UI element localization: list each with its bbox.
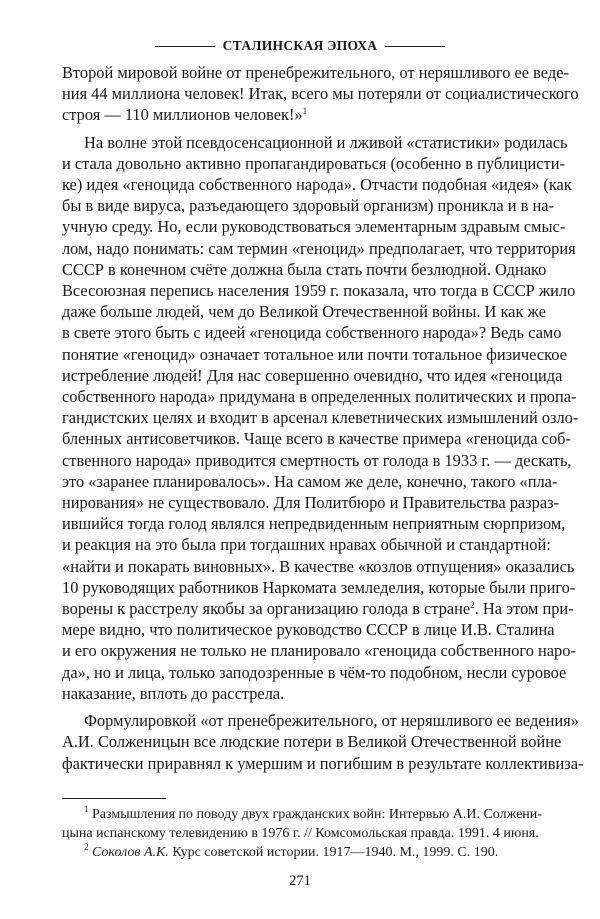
line-text: ворены к расстрелу якобы за организацию голода в стране (62, 599, 471, 619)
paragraph-3-line (62, 731, 562, 752)
paragraph-2-line (62, 280, 576, 301)
line-text: А.И. Солженицын все людские потери в Великой Отечественной войне (62, 732, 562, 752)
line-text: строя — 110 миллионов человек!» (62, 105, 303, 125)
paragraph-1-line (62, 83, 579, 104)
paragraph-2-line (62, 683, 540, 704)
line-text: и его окружения не только не планировало «геноцида собственного наро- (62, 641, 576, 661)
footnote-ref: 1 (302, 106, 308, 117)
line-text: в свете этого быть с идеей «геноцида собственного народа»? Ведь само (62, 323, 562, 343)
line-text: и стала довольно активно пропагандироваться (особенно в публицисти- (62, 153, 565, 173)
body-text (62, 62, 584, 774)
line-text: и реакция на это была при тогдашних нравах обычной и стандартной: (62, 535, 551, 555)
line-text: даже больше людей, чем до Великой Отечественной войны. И как же (62, 302, 546, 322)
footnotes (62, 805, 540, 862)
line-text: Формулировкой «от пренебрежительного, от неряшливого ее ведения» (84, 711, 579, 731)
footnote-1-line-2: цына испанскому телевидению в 1976 г. // Комсомольская правда. 1991. 4 июня. (62, 826, 539, 841)
line-text: Второй мировой войне от пренебрежительного, от неряшливого ее веде- (62, 63, 569, 82)
paragraph-2-line (62, 513, 566, 534)
line-text: учную среду. Но, если руководствоваться элементарным здравым смыс- (62, 217, 566, 237)
footnote-text: Курс советской истории. 1917—1940. М., 1999. С. 190. (168, 845, 499, 860)
paragraph-2-line (62, 195, 554, 216)
paragraph-3-line (62, 753, 584, 774)
paragraph-2-line (62, 344, 567, 365)
paragraph-1-line (62, 104, 540, 125)
paragraph-2-line (62, 556, 575, 577)
line-text: 10 руководящих работников Наркомата земледелия, которые были приго- (62, 577, 576, 597)
line-text: да», но и лица, только заподозренные в чём-то подобном, несли суровое (62, 662, 567, 682)
paragraph-2-line (62, 365, 563, 386)
footnote-separator (62, 798, 166, 799)
paragraph-1-line (62, 62, 569, 83)
line-text: фактически приравнял к умершим и погибшим в результате коллективиза- (62, 753, 584, 773)
paragraph-2-line (62, 322, 562, 343)
paragraph-2-line (62, 640, 576, 661)
paragraph-2-line (62, 132, 568, 153)
line-text: истребление людей! Для нас совершенно очевидно, что идея «геноцида (62, 365, 563, 385)
line-text: бы в виде вируса, разъедающего здоровый организм) проникла и в на- (62, 196, 554, 216)
paragraph-2-line (62, 471, 558, 492)
line-text: понятие «геноцид» означает тотальное или почти тотальное физическое (62, 344, 567, 364)
line-text: мере видно, что политическое руководство СССР в лице И.В. Сталина (62, 620, 555, 640)
line-text: Всесоюзная перепись населения 1959 г. показала, что тогда в СССР жило (62, 281, 576, 301)
paragraph-2-line (62, 492, 560, 513)
footnote-2-number: 2 (84, 842, 89, 852)
line-text: ке) идея «геноцида собственного народа». Отчасти подобная «идея» (как (62, 175, 572, 195)
paragraph-2-line (62, 577, 576, 598)
running-header (0, 38, 600, 54)
line-text: ственного народа» приводится смертность от голода в 1933 г. — дескать, (62, 450, 572, 470)
line-text: СССР в конечном счёте должна была стать почти безлюдной. Однако (62, 259, 547, 279)
footnote-2 (62, 843, 540, 862)
paragraph-2-line (62, 259, 547, 280)
paragraph-2-line (62, 301, 546, 322)
paragraph-2-line (62, 428, 571, 449)
paragraph-2-line (62, 407, 579, 428)
paragraph-3-line (62, 710, 579, 731)
paragraph-2-line (62, 153, 565, 174)
paragraph-2-line (62, 619, 555, 640)
line-text: На волне этой псевдосенсационной и лживой «статистики» родилась (84, 132, 568, 152)
paragraph-2-line (62, 450, 572, 471)
paragraph-2-line (62, 662, 567, 683)
line-text: это «заранее планировалось». На самом же деле, конечно, такого «пла- (62, 471, 558, 491)
header-rule-right (385, 46, 445, 47)
line-text: бленных антисоветчиков. Чаще всего в качестве примера «геноцида соб- (62, 429, 571, 449)
paragraph-2-line (62, 216, 566, 237)
paragraph-2-line (62, 598, 574, 619)
line-text: ния 44 миллиона человек! Итак, всего мы потеряли от социалистического (62, 84, 579, 104)
line-text: нирования» не существовало. Для Политбюро и Правительства разраз- (62, 493, 560, 513)
paragraph-2-line (62, 174, 572, 195)
footnote-1-line-1 (62, 805, 540, 824)
paragraph-2-line (62, 386, 577, 407)
header-rule-left (155, 46, 215, 47)
line-text: собственного народа» придумана в определенных политических и пропа- (62, 387, 577, 407)
page-number: 271 (289, 873, 311, 889)
line-text: . На этом при- (474, 599, 574, 619)
footnote-1-number: 1 (84, 804, 89, 814)
footnote-author: Соколов А.К. (92, 845, 169, 860)
line-text: наказание, вплоть до расстрела. (62, 683, 285, 703)
paragraph-2-line (62, 534, 551, 555)
footnote-text: Размышления по поводу двух гражданских войн: Интервью А.И. Солжени- (92, 807, 542, 822)
footnote-ref: 2 (470, 600, 475, 611)
line-text: гандистских целях и входит в арсенал клеветнических измышлений озло- (62, 408, 579, 428)
paragraph-2-line (62, 238, 576, 259)
header-title: СТАЛИНСКАЯ ЭПОХА (222, 38, 378, 53)
line-text: «найти и покарать виновных». В качестве «козлов отпущения» оказались (62, 556, 575, 576)
line-text: ившийся тогда голод являлся непредвиденным неприятным сюрпризом, (62, 514, 566, 534)
line-text: лом, надо понимать: сам термин «геноцид» предполагает, что территория (62, 238, 576, 258)
